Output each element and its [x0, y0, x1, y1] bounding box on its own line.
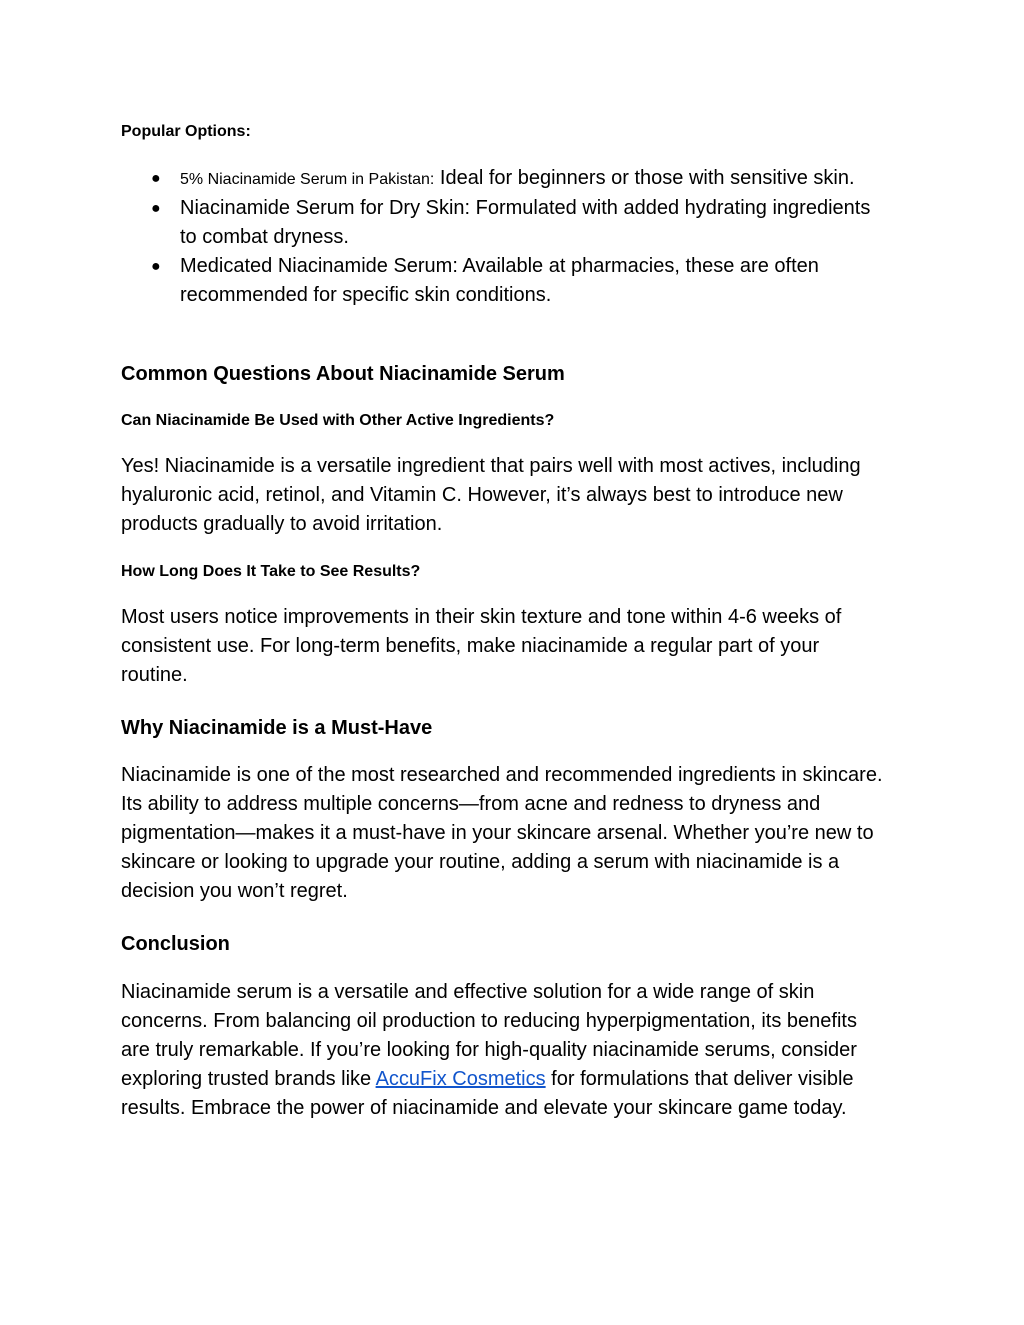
bullet-icon: ●	[151, 170, 161, 187]
conclusion-heading: Conclusion	[121, 933, 230, 955]
why-body: Niacinamide is one of the most researched and recommended ingredients in skincare. Its ability to address multiple concerns—from acne and redness to dryness and pigmentation—makes it a must-have in your skincare arsenal. Whether you’re new to skincare or looking to upgrade your routine, adding a serum with niacinamide is a decision you won’t regret.	[121, 764, 883, 902]
list-item	[120, 252, 891, 310]
faq-question-2: How Long Does It Take to See Results?	[121, 563, 421, 580]
faq-heading: Common Questions About Niacinamide Serum	[121, 363, 565, 385]
conclusion-body	[121, 978, 891, 1123]
bullet-icon: ●	[151, 258, 161, 275]
list-item	[120, 164, 891, 194]
list-item-text: Ideal for beginners or those with sensitive skin.	[434, 167, 855, 189]
list-item	[120, 194, 891, 252]
accufix-cosmetics-link[interactable]: AccuFix Cosmetics	[375, 1068, 546, 1090]
conclusion-text-after-link: for formulations that deliver visible results. Embrace the power of niacinamide and elevate your skincare game today.	[121, 1068, 854, 1119]
list-item-text: Niacinamide Serum for Dry Skin: Formulated with added hydrating ingredients to combat dryness.	[180, 197, 871, 248]
faq-answer-1: Yes! Niacinamide is a versatile ingredient that pairs well with most actives, including hyaluronic acid, retinol, and Vitamin C. However, it’s always best to introduce new products gradually to avoid irritation.	[121, 455, 861, 535]
why-heading: Why Niacinamide is a Must-Have	[121, 717, 433, 739]
faq-question-1: Can Niacinamide Be Used with Other Active Ingredients?	[121, 412, 555, 429]
conclusion-text-before-link: Niacinamide serum is a versatile and effective solution for a wide range of skin concerns. From balancing oil production to reducing hyperpigmentation, its benefits are truly remarkable. If you’re looking for high-quality niacinamide serums, consider exploring trusted brands like	[121, 981, 857, 1090]
faq-answer-2: Most users notice improvements in their skin texture and tone within 4-6 weeks of consistent use. For long-term benefits, make niacinamide a regular part of your routine.	[121, 606, 842, 686]
list-item-lead: 5% Niacinamide Serum in Pakistan:	[180, 171, 435, 188]
bullet-icon: ●	[151, 200, 161, 217]
popular-options-heading: Popular Options:	[121, 123, 251, 140]
list-item-text: Medicated Niacinamide Serum: Available at pharmacies, these are often recommended for specific skin conditions.	[180, 255, 819, 306]
popular-options-list	[121, 164, 891, 310]
